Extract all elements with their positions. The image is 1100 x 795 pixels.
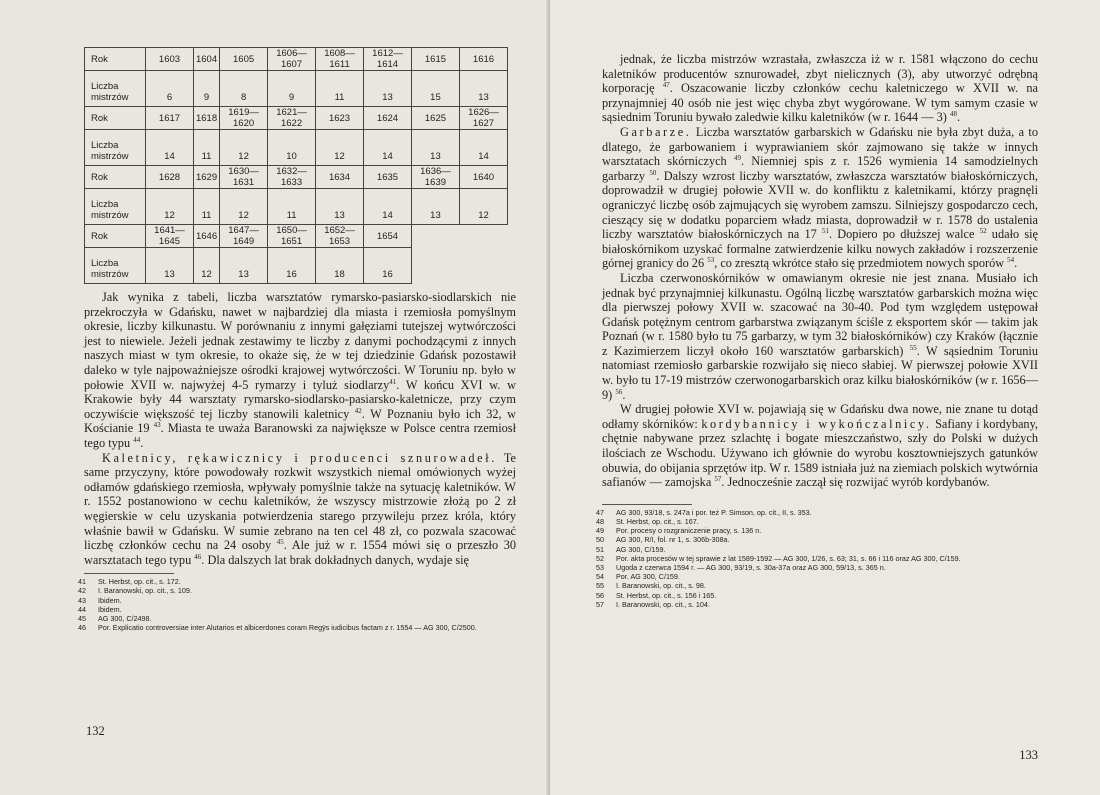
footnote-ref: 48 <box>949 110 957 119</box>
footnote-number: 52 <box>596 553 604 563</box>
table-header-label: Rok <box>85 107 146 130</box>
text-run: . Dalszy wzrost liczby warsztatów, zwłaszcza warsztatów białoskórniczych, doprowadził w drugiej połowie XVII w. do konfliktu z kaletnikami, którzy pragnęli ograniczyć liczbę osób zajmujących się wyrobem zamszu. Silniejszy gospodarczo cech, cieszący się w dodatku poparciem władz miasta, doprowadził w r. 1578 do ustalenia liczby warsztatów białoskórniczych na 17 <box>602 168 1038 242</box>
footnote-text: I. Baranowski, op. cit., s. 98. <box>616 581 706 591</box>
footnote-ref: 49 <box>733 154 741 163</box>
footnote-number: 42 <box>78 586 86 596</box>
text-run: . Dopiero po dłuższej walce <box>828 227 980 242</box>
table-cell-count: 12 <box>316 130 364 166</box>
table-cell-year: 1616 <box>459 48 507 71</box>
table-cell-year: 1654 <box>364 225 412 248</box>
footnote-text: St. Herbst, op. cit., s. 172. <box>98 577 181 587</box>
footnote-text: Ibidem. <box>98 604 122 614</box>
body-paragraph <box>602 402 1038 490</box>
footnote-number: 55 <box>596 581 604 591</box>
footnote-text: AG 300, R/I, fol. nr 1, s. 306b-308a. <box>616 535 730 545</box>
text-run: . W sąsiednim Toruniu natomiast rzemiosło garbarskie rozwijało się nieco słabiej. W pierwszej połowie XVII w. było tu 17-19 mistrzów czerwonogarbarskich oraz kilku białoskórników (w r. 1656—9) <box>602 343 1038 402</box>
body-paragraph <box>84 451 516 568</box>
footnote-number: 53 <box>596 563 604 573</box>
right-page <box>550 0 1100 795</box>
footnote <box>78 623 516 633</box>
table-cell-year: 1619—1620 <box>220 107 268 130</box>
right-body-text <box>602 52 1038 490</box>
footnote-number: 47 <box>596 507 604 517</box>
footnote <box>78 614 516 624</box>
footnote-ref: 54 <box>1007 256 1015 265</box>
text-run: . W Poznaniu było ich 32, w Kościanie 19 <box>84 406 516 436</box>
text-run: . W końcu XVI w. w Krakowie były 44 warsztaty rymarsko-siodlarsko-pasiarsko-kaletnicze, przy czym oczywiście większość tej liczby stanowili kaletnicy <box>84 377 516 421</box>
table-header-label: Rok <box>85 166 146 189</box>
table-row-years <box>85 225 508 248</box>
table-cell-count: 11 <box>268 189 316 225</box>
table-cell-year: 1625 <box>411 107 459 130</box>
table-cell-year: 1628 <box>146 166 194 189</box>
table-cell-count: 14 <box>146 130 194 166</box>
footnote-text: AG 300, C/159. <box>616 544 666 554</box>
text-run: Liczba czerwonoskórników w omawianym okresie nie jest znana. Musiało ich jednak być przynajmniej kilkunastu. Ogólną liczbę warsztatów garbarskich można więc dla pierwszej połowy XVII w. szacować na 30-40. Pod tym względem ustępował Gdańsk potężnym centrom garbarstwa związanym ściśle z eksportem skór — takim jak Poznań (w r. 1580 było tu 75 garbarzy, w tym 32 białoskórników) czy Kraków (łącznie z Kazimierzem liczył około 160 warsztatów garbarskich) <box>602 270 1038 358</box>
body-paragraph <box>602 52 1038 125</box>
footnote-text: I. Baranowski, op. cit., s. 104. <box>616 599 710 609</box>
table-cell-year: 1618 <box>193 107 219 130</box>
text-run: . <box>622 387 626 402</box>
text-run: . Dla dalszych lat brak dokładnych danych, wydaje się <box>201 552 470 567</box>
table-cell-count: 8 <box>220 71 268 107</box>
footnote-ref: 56 <box>615 387 623 396</box>
table-cell-year: 1635 <box>364 166 412 189</box>
table-cell-count: 18 <box>316 248 364 284</box>
text-run: . Miasta te uważa Baranowski za największe w Polsce centra rzemiosł tego typu <box>84 421 516 450</box>
table-cell-year: 1650—1651 <box>268 225 316 248</box>
footnote-text: Por. AG 300, C/159. <box>616 572 680 582</box>
footnote-ref: 52 <box>979 227 987 236</box>
footnote <box>596 526 1038 536</box>
footnote-number: 50 <box>596 535 604 545</box>
table-cell-count: 12 <box>459 189 507 225</box>
table-cell-year: 1621—1622 <box>268 107 316 130</box>
table-row-years <box>85 166 508 189</box>
table-cell-year: 1646 <box>193 225 219 248</box>
text-run: . Niemniej spis z r. 1526 wymienia 14 samodzielnych garbarzy <box>602 154 1039 183</box>
footnote-number: 57 <box>596 599 604 609</box>
table-cell-count: 12 <box>146 189 194 225</box>
body-paragraph <box>602 271 1038 402</box>
footnote <box>596 535 1038 545</box>
text-run: . Jednocześnie zaczął się rozwijać wyrób kordybanów. <box>721 475 990 490</box>
footnote <box>78 595 516 605</box>
masters-table <box>84 47 508 284</box>
table-cell-year: 1647—1649 <box>220 225 268 248</box>
table-cell-year: 1632—1633 <box>268 166 316 189</box>
table-row-counts <box>85 130 508 166</box>
body-paragraph <box>602 125 1038 271</box>
footnote-ref: 44 <box>133 435 141 444</box>
footnote-number: 44 <box>78 604 86 614</box>
table-cell-count: 12 <box>220 189 268 225</box>
footnote-ref: 41 <box>389 377 397 386</box>
table-cell-count: 13 <box>411 130 459 166</box>
table-cell-count: 9 <box>268 71 316 107</box>
text-run: W drugiej połowie XVI w. pojawiają się w Gdańsku dwa nowe, nie znane tu dotąd odłamy skórników: <box>602 402 1038 431</box>
table-cell-count: 16 <box>364 248 412 284</box>
table-cell-count: 13 <box>316 189 364 225</box>
table-cell-count: 14 <box>364 189 412 225</box>
body-paragraph <box>84 290 516 451</box>
footnote-ref: 50 <box>649 168 657 177</box>
table-cell-year: 1608—1611 <box>316 48 364 71</box>
footnote-ref: 55 <box>909 343 917 352</box>
table-header-label: Rok <box>85 225 146 248</box>
table-row-counts <box>85 189 508 225</box>
left-footnotes <box>78 577 516 633</box>
text-run: . Ale już w r. 1554 mówi się o przeszło 30 warsztatach tego typu <box>84 538 517 567</box>
table-cell-year: 1652—1653 <box>316 225 364 248</box>
footnote-ref: 45 <box>276 538 284 546</box>
table-cell-year: 1605 <box>220 48 268 71</box>
table-count-label: Liczba mistrzów <box>85 248 146 284</box>
footnote-text: St. Herbst, op. cit., s. 156 i 165. <box>616 590 717 600</box>
footnote-number: 43 <box>78 595 86 605</box>
footnote <box>596 599 1038 609</box>
spaced-heading: Kaletnicy, rękawicznicy i producenci sznurowadeł. <box>102 450 497 465</box>
table-cell-count: 9 <box>193 71 219 107</box>
text-run: . <box>1014 256 1018 271</box>
footnote-text: Por. Explicatio controversiae inter Alutarios et albicerdones coram Regÿs iudicibus factam z r. 1554 — AG 300, C/2500. <box>98 623 477 633</box>
footnote-number: 41 <box>78 577 86 587</box>
text-run: Liczba warsztatów garbarskich w Gdańsku nie była zbyt duża, a to dlatego, że garbowaniem i wyprawianiem skór zajmowano się także w innych warsztatach skórniczych <box>602 124 1038 169</box>
page-number-right: 133 <box>1019 748 1038 762</box>
text-run: . <box>956 110 961 125</box>
table-count-label: Liczba mistrzów <box>85 130 146 166</box>
footnote-number: 51 <box>596 544 604 554</box>
footnote-number: 49 <box>596 526 604 536</box>
footnote-text: AG 300, 93/18, s. 247a i por. też P. Simson, op. cit., II, s. 353. <box>616 507 812 517</box>
footnote-text: AG 300, C/2498. <box>98 614 152 624</box>
table-cell-count: 12 <box>193 248 219 284</box>
footnote-number: 45 <box>78 614 86 624</box>
table-cell-count: 16 <box>268 248 316 284</box>
table-row-counts <box>85 248 508 284</box>
table-header-label: Rok <box>85 48 146 71</box>
table-cell-count: 14 <box>459 130 507 166</box>
text-run: jednak, że liczba mistrzów wzrastała, zwłaszcza iż w r. 1581 włączono do cechu kaletników producentów sznurowadeł, zbyt nielicznych (3), aby utworzyć odrębną korporację <box>602 52 1038 96</box>
footnote-text: Por. procesy o rozgraniczenie pracy, s. 136 n. <box>616 526 762 536</box>
footnote-ref: 53 <box>707 256 715 265</box>
footnote-separator <box>602 504 692 505</box>
footnote <box>596 572 1038 582</box>
table-cell-year: 1641—1645 <box>146 225 194 248</box>
table-cell-year: 1629 <box>193 166 219 189</box>
footnote <box>596 544 1038 554</box>
footnote-ref: 57 <box>714 475 722 484</box>
table-cell-year: 1615 <box>411 48 459 71</box>
footnote-number: 46 <box>78 623 86 633</box>
footnote <box>78 586 516 596</box>
table-cell-year: 1636—1639 <box>411 166 459 189</box>
table-cell-count: 13 <box>459 71 507 107</box>
footnote-number: 48 <box>596 517 604 527</box>
footnote <box>78 577 516 587</box>
text-run: , co zresztą wkrótce stało się przedmiotem nowych sporów <box>714 256 1008 271</box>
text-run: Jak wynika z tabeli, liczba warsztatów rymarsko-pasiarsko-siodlarskich nie przekroczyła w Gdańsku, nawet w najbardziej dla miasta i rzemiosła pomyślnym okresie, liczby kilkunastu. W porównaniu z innymi gałęziami tutejszej wytwórczości jest to niewiele. Jeżeli jednak zestawimy te liczby z danymi pochodzącymi z innych naszych miast w tym okresie, to okaże się, że w tej dziedzinie Gdańsk pozostawił daleko w tyle najpoważniejsze ośrodki krajowej wytwórczości. W Toruniu np. było w połowie XVII w. najwyżej 4-5 rymarzy i tyluż siodlarzy <box>84 290 516 392</box>
table-cell-year: 1604 <box>193 48 219 71</box>
table-cell-count: 11 <box>316 71 364 107</box>
table-cell-count: 11 <box>193 189 219 225</box>
table-cell-count: 11 <box>193 130 219 166</box>
footnote-number: 56 <box>596 590 604 600</box>
table-cell-year: 1624 <box>364 107 412 130</box>
table-cell-count: 10 <box>268 130 316 166</box>
page-number-left: 132 <box>86 724 105 738</box>
table-cell-count: 6 <box>146 71 194 107</box>
footnote-ref: 51 <box>821 227 829 236</box>
footnote-ref: 46 <box>194 552 202 561</box>
table-count-label: Liczba mistrzów <box>85 189 146 225</box>
table-cell-year: 1617 <box>146 107 194 130</box>
text-run: Te same przyczyny, które powodowały rozkwit wszystkich niemal omówionych wyżej odłamów gdańskiego rzemiosła, wpływały pomyślnie także na sytuację kaletników. W r. 1552 postanowiono w cechu kaletników, że wszyscy mistrzowie złożą po 2 zł węgierskie w celu uzyskania potwierdzenia starego przywileju przez króla, który właśnie bawił w Gdańsku. W sumie zebrano na ten cel 48 zł, co pozwala szacować liczbę członków cechu na 24 osoby <box>84 450 516 553</box>
table-cell-year: 1623 <box>316 107 364 130</box>
footnote-ref: 42 <box>354 406 362 415</box>
footnote-separator <box>84 573 174 574</box>
footnote <box>78 604 516 614</box>
table-cell-count: 15 <box>411 71 459 107</box>
table-cell-year: 1606—1607 <box>268 48 316 71</box>
table-cell-count: 13 <box>364 71 412 107</box>
text-run: Safiany i kordybany, chętnie nabywane przez szlachtę i bogate mieszczaństwo, szły do Polski w dużych ilościach ze Wschodu. Używano ich głównie do wyrobu kosztowniejszych gatunków obuwia, do obijania sprzętów itp. W r. 1589 istniała już na ziemiach polskich wytwórnia safianów — zamojska <box>602 416 1039 490</box>
footnote <box>596 581 1038 591</box>
table-cell-year: 1634 <box>316 166 364 189</box>
right-footnotes <box>596 507 1038 609</box>
table-cell-count: 14 <box>364 130 412 166</box>
table-cell-year: 1612—1614 <box>364 48 412 71</box>
table-cell-year: 1640 <box>459 166 507 189</box>
table-row-years <box>85 48 508 71</box>
spaced-heading: kordybannicy i wykończalnicy. <box>701 416 932 431</box>
footnote <box>596 590 1038 600</box>
footnote <box>596 517 1038 527</box>
footnote-text: St. Herbst, op. cit., s. 167. <box>616 517 699 527</box>
table-row-years <box>85 107 508 130</box>
table-count-label: Liczba mistrzów <box>85 71 146 107</box>
footnote-number: 54 <box>596 572 604 582</box>
table-cell-year: 1630—1631 <box>220 166 268 189</box>
text-run: udało się białoskórnikom uzyskać formalne zatwierdzenie kilku nowych zakładów i rozszerzenie górnej granicy do 26 <box>602 227 1038 271</box>
footnote <box>596 553 1038 563</box>
table-cell-year: 1603 <box>146 48 194 71</box>
table-cell-count: 13 <box>220 248 268 284</box>
spaced-heading: Garbarze. <box>620 124 692 139</box>
table-cell-count: 13 <box>411 189 459 225</box>
table-row-counts <box>85 71 508 107</box>
table-cell-year: 1626—1627 <box>459 107 507 130</box>
footnote-text: Ugoda z czerwca 1594 r. — AG 300, 93/19, s. 30a-37a oraz AG 300, 59/13, s. 365 n. <box>616 563 886 573</box>
table-cell-count: 12 <box>220 130 268 166</box>
text-run: . Oszacowanie liczby członków cechu kaletniczego w XVII w. na przynajmniej 40 osób nie jest więc chyba zbyt wygórowane. W tym samym czasie w sąsiednim Toruniu bywało zaledwie kilku kaletników (w r. 1644 — 3) <box>602 81 1038 125</box>
footnote <box>596 563 1038 573</box>
footnote-ref: 47 <box>662 81 670 90</box>
text-run: . <box>140 435 144 450</box>
left-body-text <box>84 290 516 567</box>
footnote-text: I. Baranowski, op. cit., s. 109. <box>98 586 192 596</box>
footnote <box>596 507 1038 517</box>
footnote-text: Ibidem. <box>98 595 122 605</box>
table-cell-count: 13 <box>146 248 194 284</box>
footnote-text: Por. akta procesów w tej sprawie z lat 1589-1592 — AG 300, 1/26, s. 63; 31, s. 66 i 116 oraz AG 300, C/159. <box>616 553 961 563</box>
footnote-ref: 43 <box>153 421 161 430</box>
